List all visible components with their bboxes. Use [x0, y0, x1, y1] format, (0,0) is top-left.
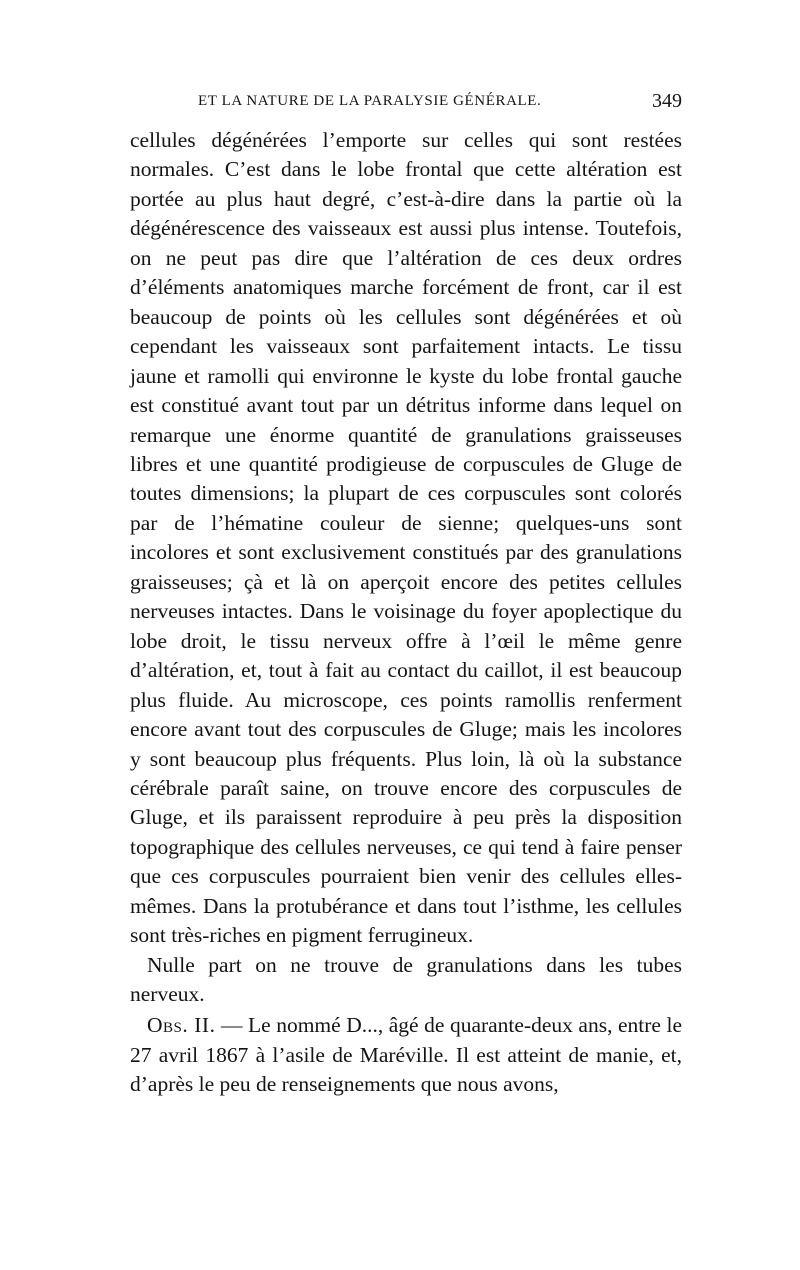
- body-text: [130, 126, 682, 1010]
- running-header: [130, 90, 682, 119]
- paragraph-1: cellules dégénérées l’emporte sur celles qui sont restées normales. C’est dans le lobe frontal que cette altération est portée au plus haut degré, c’est-à-dire dans la partie où la dégénérescence des vaisseaux est aussi plus intense. Toutefois, on ne peut pas dire que l’altération de ces deux ordres d’éléments anatomiques marche forcément de front, car il est beaucoup de points où les cellules sont dégénérées et où cependant les vaisseaux sont parfaitement intacts. Le tissu jaune et ramolli qui environne le kyste du lobe frontal gauche est constitué avant tout par un détritus informe dans lequel on remarque une énorme quantité de granulations graisseuses libres et une quantité prodigieuse de corpuscules de Gluge de toutes dimensions; la plupart de ces corpuscules sont colorés par de l’hématine couleur de sienne; quelques-uns sont incolores et sont exclusivement constitués par des granulations graisseuses; çà et là on aperçoit encore des petites cellules nerveuses intactes. Dans le voisinage du foyer apoplectique du lobe droit, le tissu nerveux offre à l’œil le même genre d’altération, et, tout à fait au contact du caillot, il est beaucoup plus fluide. Au microscope, ces points ramollis renferment encore avant tout des corpuscules de Gluge; mais les incolores y sont beaucoup plus fréquents. Plus loin, là où la substance cérébrale paraît saine, on trouve encore des corpuscules de Gluge, et ils paraissent reproduire à peu près la disposition topographique des cellules nerveuses, ce qui tend à faire penser que ces corpuscules pourraient bien venir des cellules elles-mêmes. Dans la protubérance et dans tout l’isthme, les cellules sont très-riches en pigment ferrugineux.: [130, 128, 682, 948]
- running-title: ET LA NATURE DE LA PARALYSIE GÉNÉRALE.: [198, 93, 542, 109]
- observation-label: Obs. II.: [147, 1013, 216, 1037]
- paragraph-2: Nulle part on ne trouve de granulations dans les tubes nerveux.: [130, 952, 682, 1007]
- page-number: 349: [652, 90, 682, 112]
- observation-text: — Le nommé D..., âgé de quarante-deux ans, entre le 27 avril 1867 à l’asile de Maréville. Il est atteint de manie, et, d’après le peu de renseignements que nous avons,: [130, 1013, 682, 1096]
- observation-paragraph: [130, 1011, 682, 1100]
